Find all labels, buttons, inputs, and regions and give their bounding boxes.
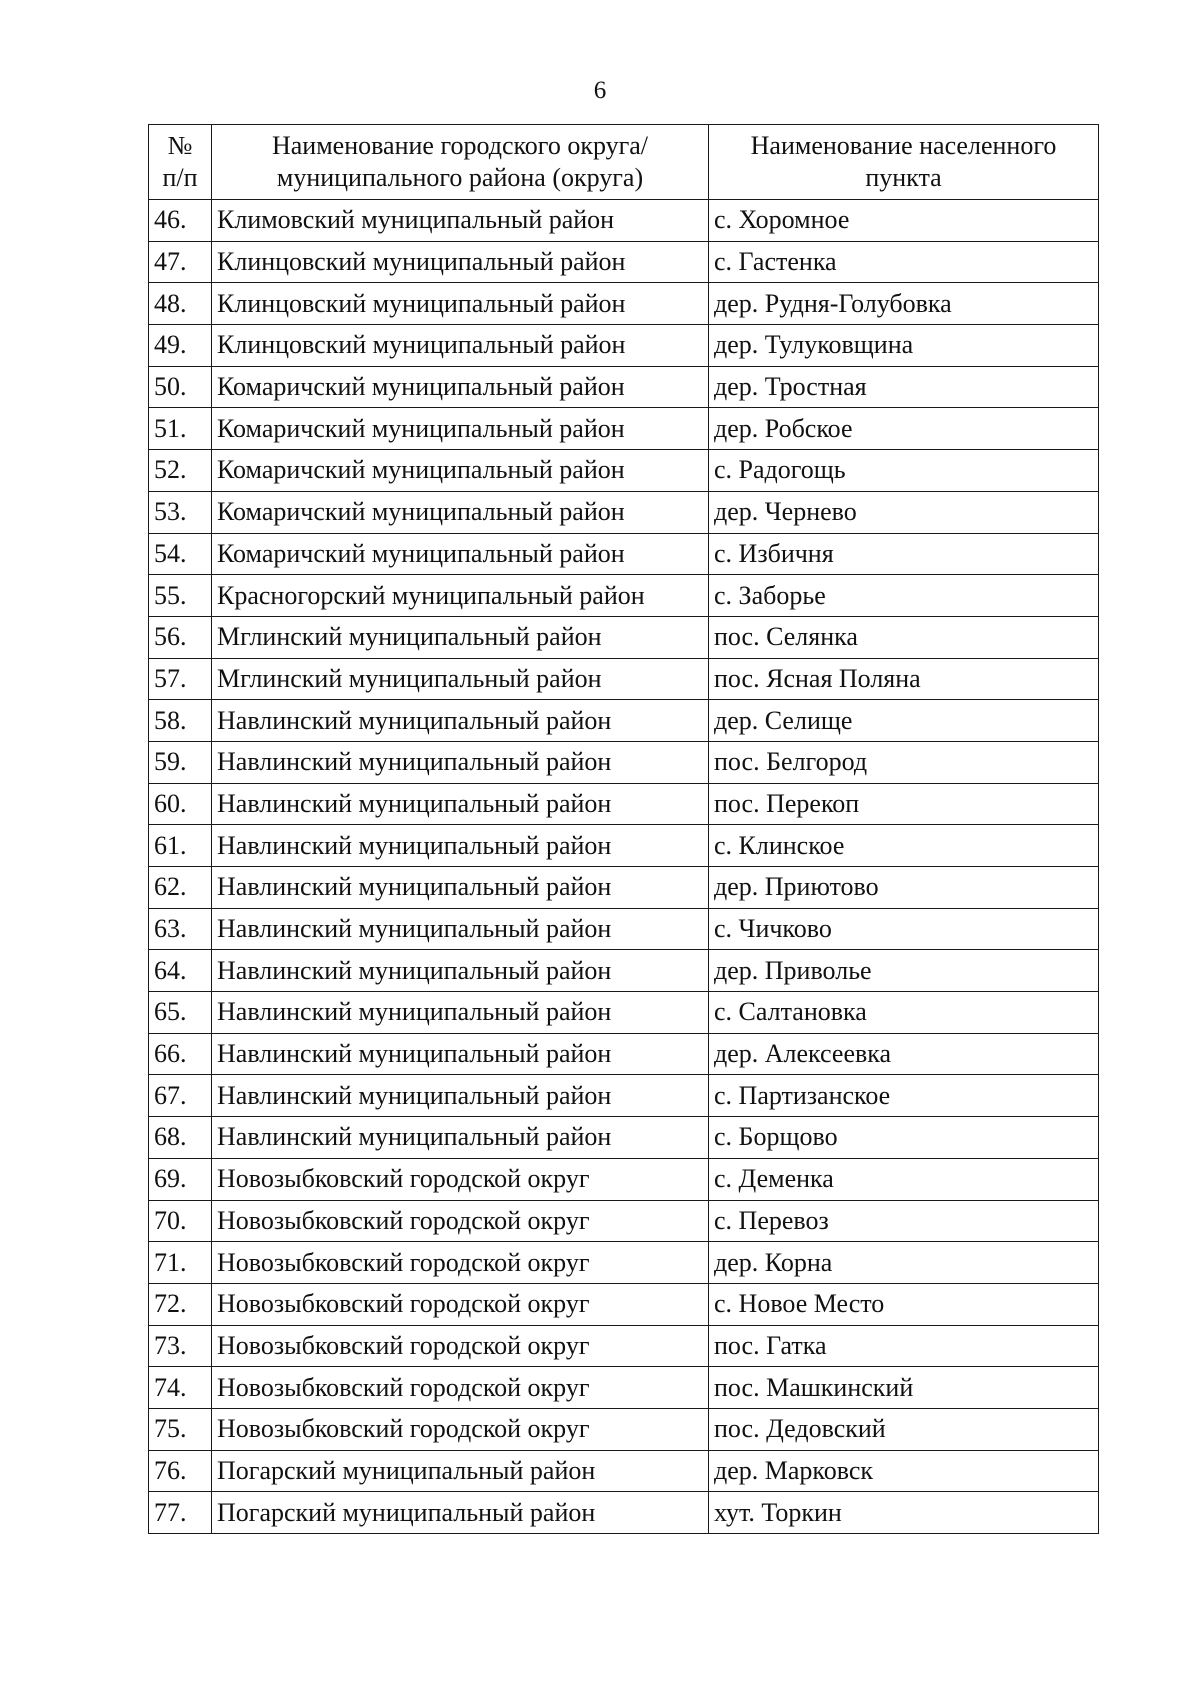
- settlement-cell: дер. Тулуковщина: [709, 325, 1099, 367]
- district-cell: Клинцовский муниципальный район: [212, 325, 709, 367]
- row-number-cell: 58.: [149, 700, 212, 742]
- table-row: [149, 741, 1099, 783]
- table-row: [149, 533, 1099, 575]
- row-number-cell: 71.: [149, 1242, 212, 1284]
- header-district: Наименование городского округа/ муниципального района (округа): [212, 125, 709, 200]
- settlement-cell: пос. Белгород: [709, 741, 1099, 783]
- settlement-cell: с. Перевоз: [709, 1200, 1099, 1242]
- table-row: [149, 616, 1099, 658]
- table-body: [149, 200, 1099, 1534]
- district-cell: Красногорский муниципальный район: [212, 575, 709, 617]
- settlement-cell: дер. Робское: [709, 408, 1099, 450]
- district-cell: Комаричский муниципальный район: [212, 533, 709, 575]
- table-row: [149, 1408, 1099, 1450]
- district-cell: Новозыбковский городской округ: [212, 1242, 709, 1284]
- table-row: [149, 408, 1099, 450]
- settlement-cell: с. Партизанское: [709, 1075, 1099, 1117]
- row-number-cell: 60.: [149, 783, 212, 825]
- settlement-cell: дер. Селище: [709, 700, 1099, 742]
- table-row: [149, 1242, 1099, 1284]
- district-cell: Новозыбковский городской округ: [212, 1158, 709, 1200]
- table-row: [149, 1283, 1099, 1325]
- settlement-cell: с. Деменка: [709, 1158, 1099, 1200]
- district-cell: Навлинский муниципальный район: [212, 825, 709, 867]
- row-number-cell: 47.: [149, 241, 212, 283]
- table-row: [149, 1200, 1099, 1242]
- table-row: [149, 1325, 1099, 1367]
- table-row: [149, 867, 1099, 909]
- district-cell: Погарский муниципальный район: [212, 1492, 709, 1534]
- table-row: [149, 1158, 1099, 1200]
- district-cell: Комаричский муниципальный район: [212, 408, 709, 450]
- district-cell: Комаричский муниципальный район: [212, 450, 709, 492]
- table-row: [149, 700, 1099, 742]
- row-number-cell: 64.: [149, 950, 212, 992]
- district-cell: Новозыбковский городской округ: [212, 1200, 709, 1242]
- table-row: [149, 1075, 1099, 1117]
- settlement-cell: с. Радогощь: [709, 450, 1099, 492]
- table-row: [149, 950, 1099, 992]
- table-row: [149, 992, 1099, 1034]
- table-row: [149, 283, 1099, 325]
- row-number-cell: 69.: [149, 1158, 212, 1200]
- row-number-cell: 70.: [149, 1200, 212, 1242]
- row-number-cell: 53.: [149, 491, 212, 533]
- row-number-cell: 61.: [149, 825, 212, 867]
- row-number-cell: 46.: [149, 200, 212, 242]
- row-number-cell: 74.: [149, 1367, 212, 1409]
- district-cell: Комаричский муниципальный район: [212, 491, 709, 533]
- table-row: [149, 325, 1099, 367]
- row-number-cell: 67.: [149, 1075, 212, 1117]
- district-cell: Навлинский муниципальный район: [212, 867, 709, 909]
- row-number-cell: 50.: [149, 366, 212, 408]
- settlement-cell: дер. Приютово: [709, 867, 1099, 909]
- settlement-cell: дер. Марковск: [709, 1450, 1099, 1492]
- settlement-cell: с. Клинское: [709, 825, 1099, 867]
- district-cell: Новозыбковский городской округ: [212, 1408, 709, 1450]
- row-number-cell: 63.: [149, 908, 212, 950]
- district-cell: Навлинский муниципальный район: [212, 950, 709, 992]
- settlement-cell: дер. Тростная: [709, 366, 1099, 408]
- table-row: [149, 241, 1099, 283]
- table-row: [149, 575, 1099, 617]
- table-row: [149, 200, 1099, 242]
- settlement-cell: пос. Селянка: [709, 616, 1099, 658]
- settlement-cell: с. Заборье: [709, 575, 1099, 617]
- table-row: [149, 825, 1099, 867]
- table-row: [149, 783, 1099, 825]
- row-number-cell: 59.: [149, 741, 212, 783]
- row-number-cell: 62.: [149, 867, 212, 909]
- district-cell: Клинцовский муниципальный район: [212, 241, 709, 283]
- row-number-cell: 75.: [149, 1408, 212, 1450]
- settlement-cell: дер. Чернево: [709, 491, 1099, 533]
- settlement-cell: дер. Приволье: [709, 950, 1099, 992]
- table-row: [149, 658, 1099, 700]
- table-row: [149, 491, 1099, 533]
- district-cell: Комаричский муниципальный район: [212, 366, 709, 408]
- row-number-cell: 77.: [149, 1492, 212, 1534]
- row-number-cell: 57.: [149, 658, 212, 700]
- row-number-cell: 72.: [149, 1283, 212, 1325]
- district-cell: Навлинский муниципальный район: [212, 1075, 709, 1117]
- settlement-cell: дер. Корна: [709, 1242, 1099, 1284]
- district-cell: Климовский муниципальный район: [212, 200, 709, 242]
- table-row: [149, 1117, 1099, 1159]
- row-number-cell: 65.: [149, 992, 212, 1034]
- district-cell: Навлинский муниципальный район: [212, 783, 709, 825]
- table-row: [149, 450, 1099, 492]
- district-cell: Новозыбковский городской округ: [212, 1367, 709, 1409]
- settlement-cell: пос. Перекоп: [709, 783, 1099, 825]
- settlement-cell: дер. Алексеевка: [709, 1033, 1099, 1075]
- header-settlement: Наименование населенного пункта: [709, 125, 1099, 200]
- row-number-cell: 48.: [149, 283, 212, 325]
- settlement-cell: с. Борщово: [709, 1117, 1099, 1159]
- district-cell: Навлинский муниципальный район: [212, 908, 709, 950]
- table-row: [149, 1492, 1099, 1534]
- header-number: № п/п: [149, 125, 212, 200]
- district-cell: Мглинский муниципальный район: [212, 616, 709, 658]
- district-cell: Клинцовский муниципальный район: [212, 283, 709, 325]
- district-cell: Навлинский муниципальный район: [212, 992, 709, 1034]
- district-cell: Навлинский муниципальный район: [212, 1033, 709, 1075]
- district-cell: Навлинский муниципальный район: [212, 700, 709, 742]
- row-number-cell: 76.: [149, 1450, 212, 1492]
- row-number-cell: 52.: [149, 450, 212, 492]
- settlement-cell: с. Новое Место: [709, 1283, 1099, 1325]
- settlement-cell: с. Избичня: [709, 533, 1099, 575]
- district-cell: Навлинский муниципальный район: [212, 1117, 709, 1159]
- table-row: [149, 908, 1099, 950]
- settlement-cell: с. Чичково: [709, 908, 1099, 950]
- settlement-cell: с. Салтановка: [709, 992, 1099, 1034]
- settlement-cell: пос. Машкинский: [709, 1367, 1099, 1409]
- table-row: [149, 366, 1099, 408]
- page-number: 6: [593, 77, 607, 104]
- row-number-cell: 55.: [149, 575, 212, 617]
- district-cell: Мглинский муниципальный район: [212, 658, 709, 700]
- row-number-cell: 56.: [149, 616, 212, 658]
- settlement-cell: с. Хоромное: [709, 200, 1099, 242]
- settlement-cell: хут. Торкин: [709, 1492, 1099, 1534]
- district-cell: Новозыбковский городской округ: [212, 1325, 709, 1367]
- row-number-cell: 49.: [149, 325, 212, 367]
- district-cell: Навлинский муниципальный район: [212, 741, 709, 783]
- table-row: [149, 1450, 1099, 1492]
- row-number-cell: 66.: [149, 1033, 212, 1075]
- row-number-cell: 73.: [149, 1325, 212, 1367]
- settlement-cell: пос. Дедовский: [709, 1408, 1099, 1450]
- settlement-cell: с. Гастенка: [709, 241, 1099, 283]
- table-row: [149, 1367, 1099, 1409]
- settlement-cell: пос. Гатка: [709, 1325, 1099, 1367]
- row-number-cell: 54.: [149, 533, 212, 575]
- settlements-table: [148, 124, 1099, 1534]
- district-cell: Погарский муниципальный район: [212, 1450, 709, 1492]
- row-number-cell: 51.: [149, 408, 212, 450]
- table-header-row: [149, 125, 1099, 200]
- row-number-cell: 68.: [149, 1117, 212, 1159]
- settlement-cell: дер. Рудня-Голубовка: [709, 283, 1099, 325]
- settlement-cell: пос. Ясная Поляна: [709, 658, 1099, 700]
- district-cell: Новозыбковский городской округ: [212, 1283, 709, 1325]
- table-row: [149, 1033, 1099, 1075]
